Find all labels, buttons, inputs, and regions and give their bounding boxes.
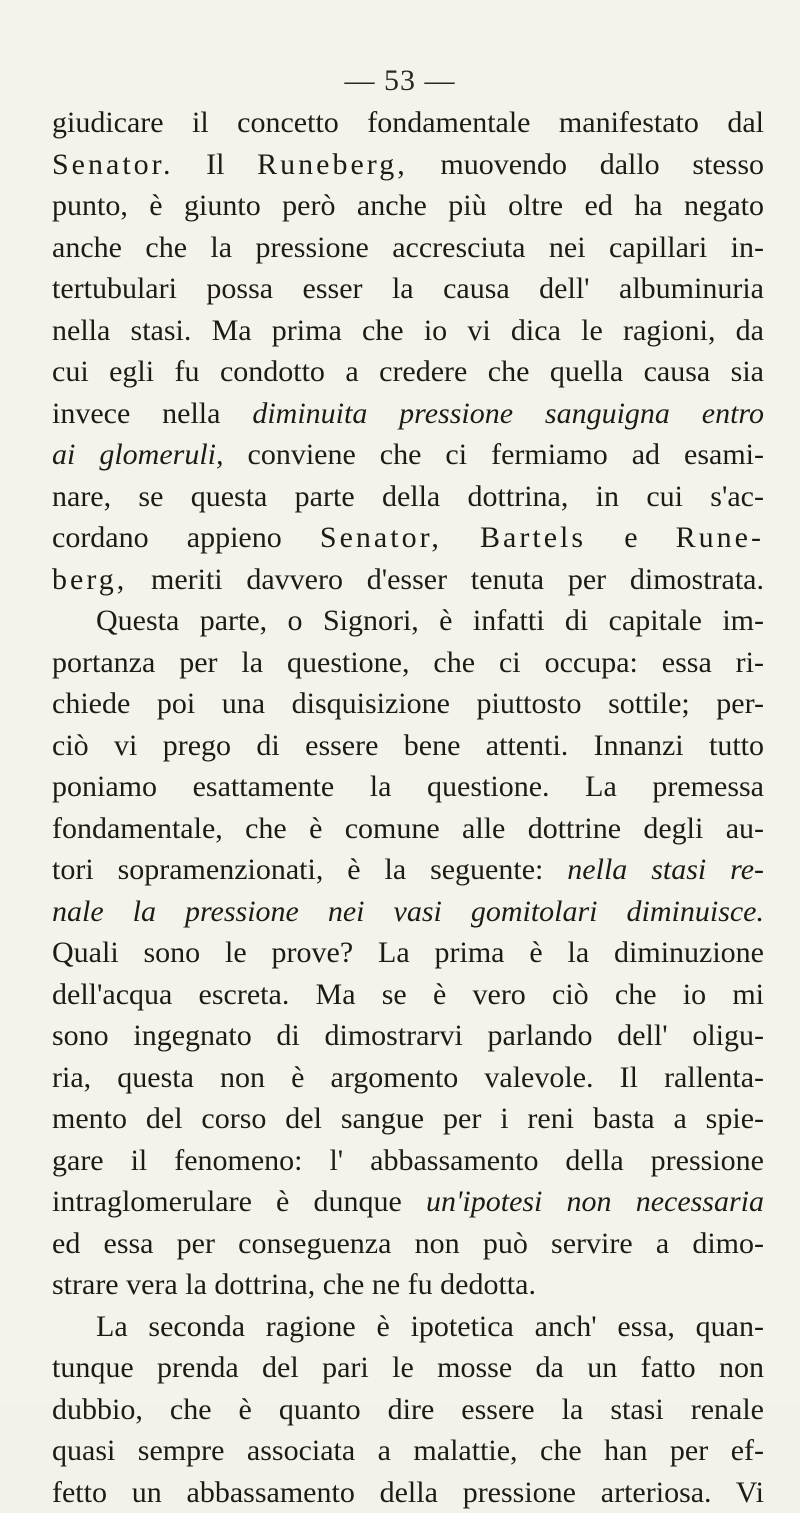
text-line: dell'acqua escreta. Ma se è vero ciò che io mi [52, 974, 764, 1016]
text-line: gare il fenomeno: l' abbassamento della pressione [52, 1140, 764, 1182]
text-line: poniamo esattamente la questione. La premessa [52, 766, 764, 808]
text-line: invece nella diminuita pressione sanguigna entro [52, 393, 764, 435]
text-line: Questa parte, o Signori, è infatti di capitale im- [52, 600, 764, 642]
text-line: intraglomerulare è dunque un'ipotesi non necessaria [52, 1181, 764, 1223]
text-line: anche che la pressione accresciuta nei capillari in- [52, 227, 764, 269]
text-line: Senator. Il Runeberg, muovendo dallo stesso [52, 144, 764, 186]
page-number: — 53 — [0, 64, 800, 98]
text-line: giudicare il concetto fondamentale manifestato dal [52, 102, 764, 144]
text-line: Quali sono le prove? La prima è la diminuzione [52, 932, 764, 974]
text-line: ai glomeruli, conviene che ci fermiamo ad esami- [52, 434, 764, 476]
text-line: berg, meriti davvero d'esser tenuta per dimostrata. [52, 559, 764, 601]
text-line: punto, è giunto però anche più oltre ed ha negato [52, 185, 764, 227]
text-line: portanza per la questione, che ci occupa: essa ri- [52, 642, 764, 684]
text-line: fondamentale, che è comune alle dottrine degli au- [52, 808, 764, 850]
text-line: strare vera la dottrina, che ne fu dedotta. [52, 1264, 764, 1306]
text-line: tori sopramenzionati, è la seguente: nella stasi re- [52, 849, 764, 891]
text-line: La seconda ragione è ipotetica anch' essa, quan- [52, 1306, 764, 1348]
text-line: chiede poi una disquisizione piuttosto sottile; per- [52, 683, 764, 725]
text-line: nare, se questa parte della dottrina, in cui s'ac- [52, 476, 764, 518]
text-line: dubbio, che è quanto dire essere la stasi renale [52, 1389, 764, 1431]
text-line: sono ingegnato di dimostrarvi parlando dell' oligu- [52, 1015, 764, 1057]
text-line: cordano appieno Senator, Bartels e Rune- [52, 517, 764, 559]
text-line: ed essa per conseguenza non può servire a dimo- [52, 1223, 764, 1265]
text-line: nale la pressione nei vasi gomitolari diminuisce. [52, 891, 764, 933]
text-line: quasi sempre associata a malattie, che han per ef- [52, 1430, 764, 1472]
text-line: fetto un abbassamento della pressione arteriosa. Vi [52, 1472, 764, 1513]
text-line: nella stasi. Ma prima che io vi dica le ragioni, da [52, 310, 764, 352]
text-line: cui egli fu condotto a credere che quella causa sia [52, 351, 764, 393]
text-line: tunque prenda del pari le mosse da un fatto non [52, 1347, 764, 1389]
text-line: ria, questa non è argomento valevole. Il rallenta- [52, 1057, 764, 1099]
body-text [52, 102, 764, 1513]
text-line: tertubulari possa esser la causa dell' albuminuria [52, 268, 764, 310]
text-line: ciò vi prego di essere bene attenti. Innanzi tutto [52, 725, 764, 767]
text-line: mento del corso del sangue per i reni basta a spie- [52, 1098, 764, 1140]
